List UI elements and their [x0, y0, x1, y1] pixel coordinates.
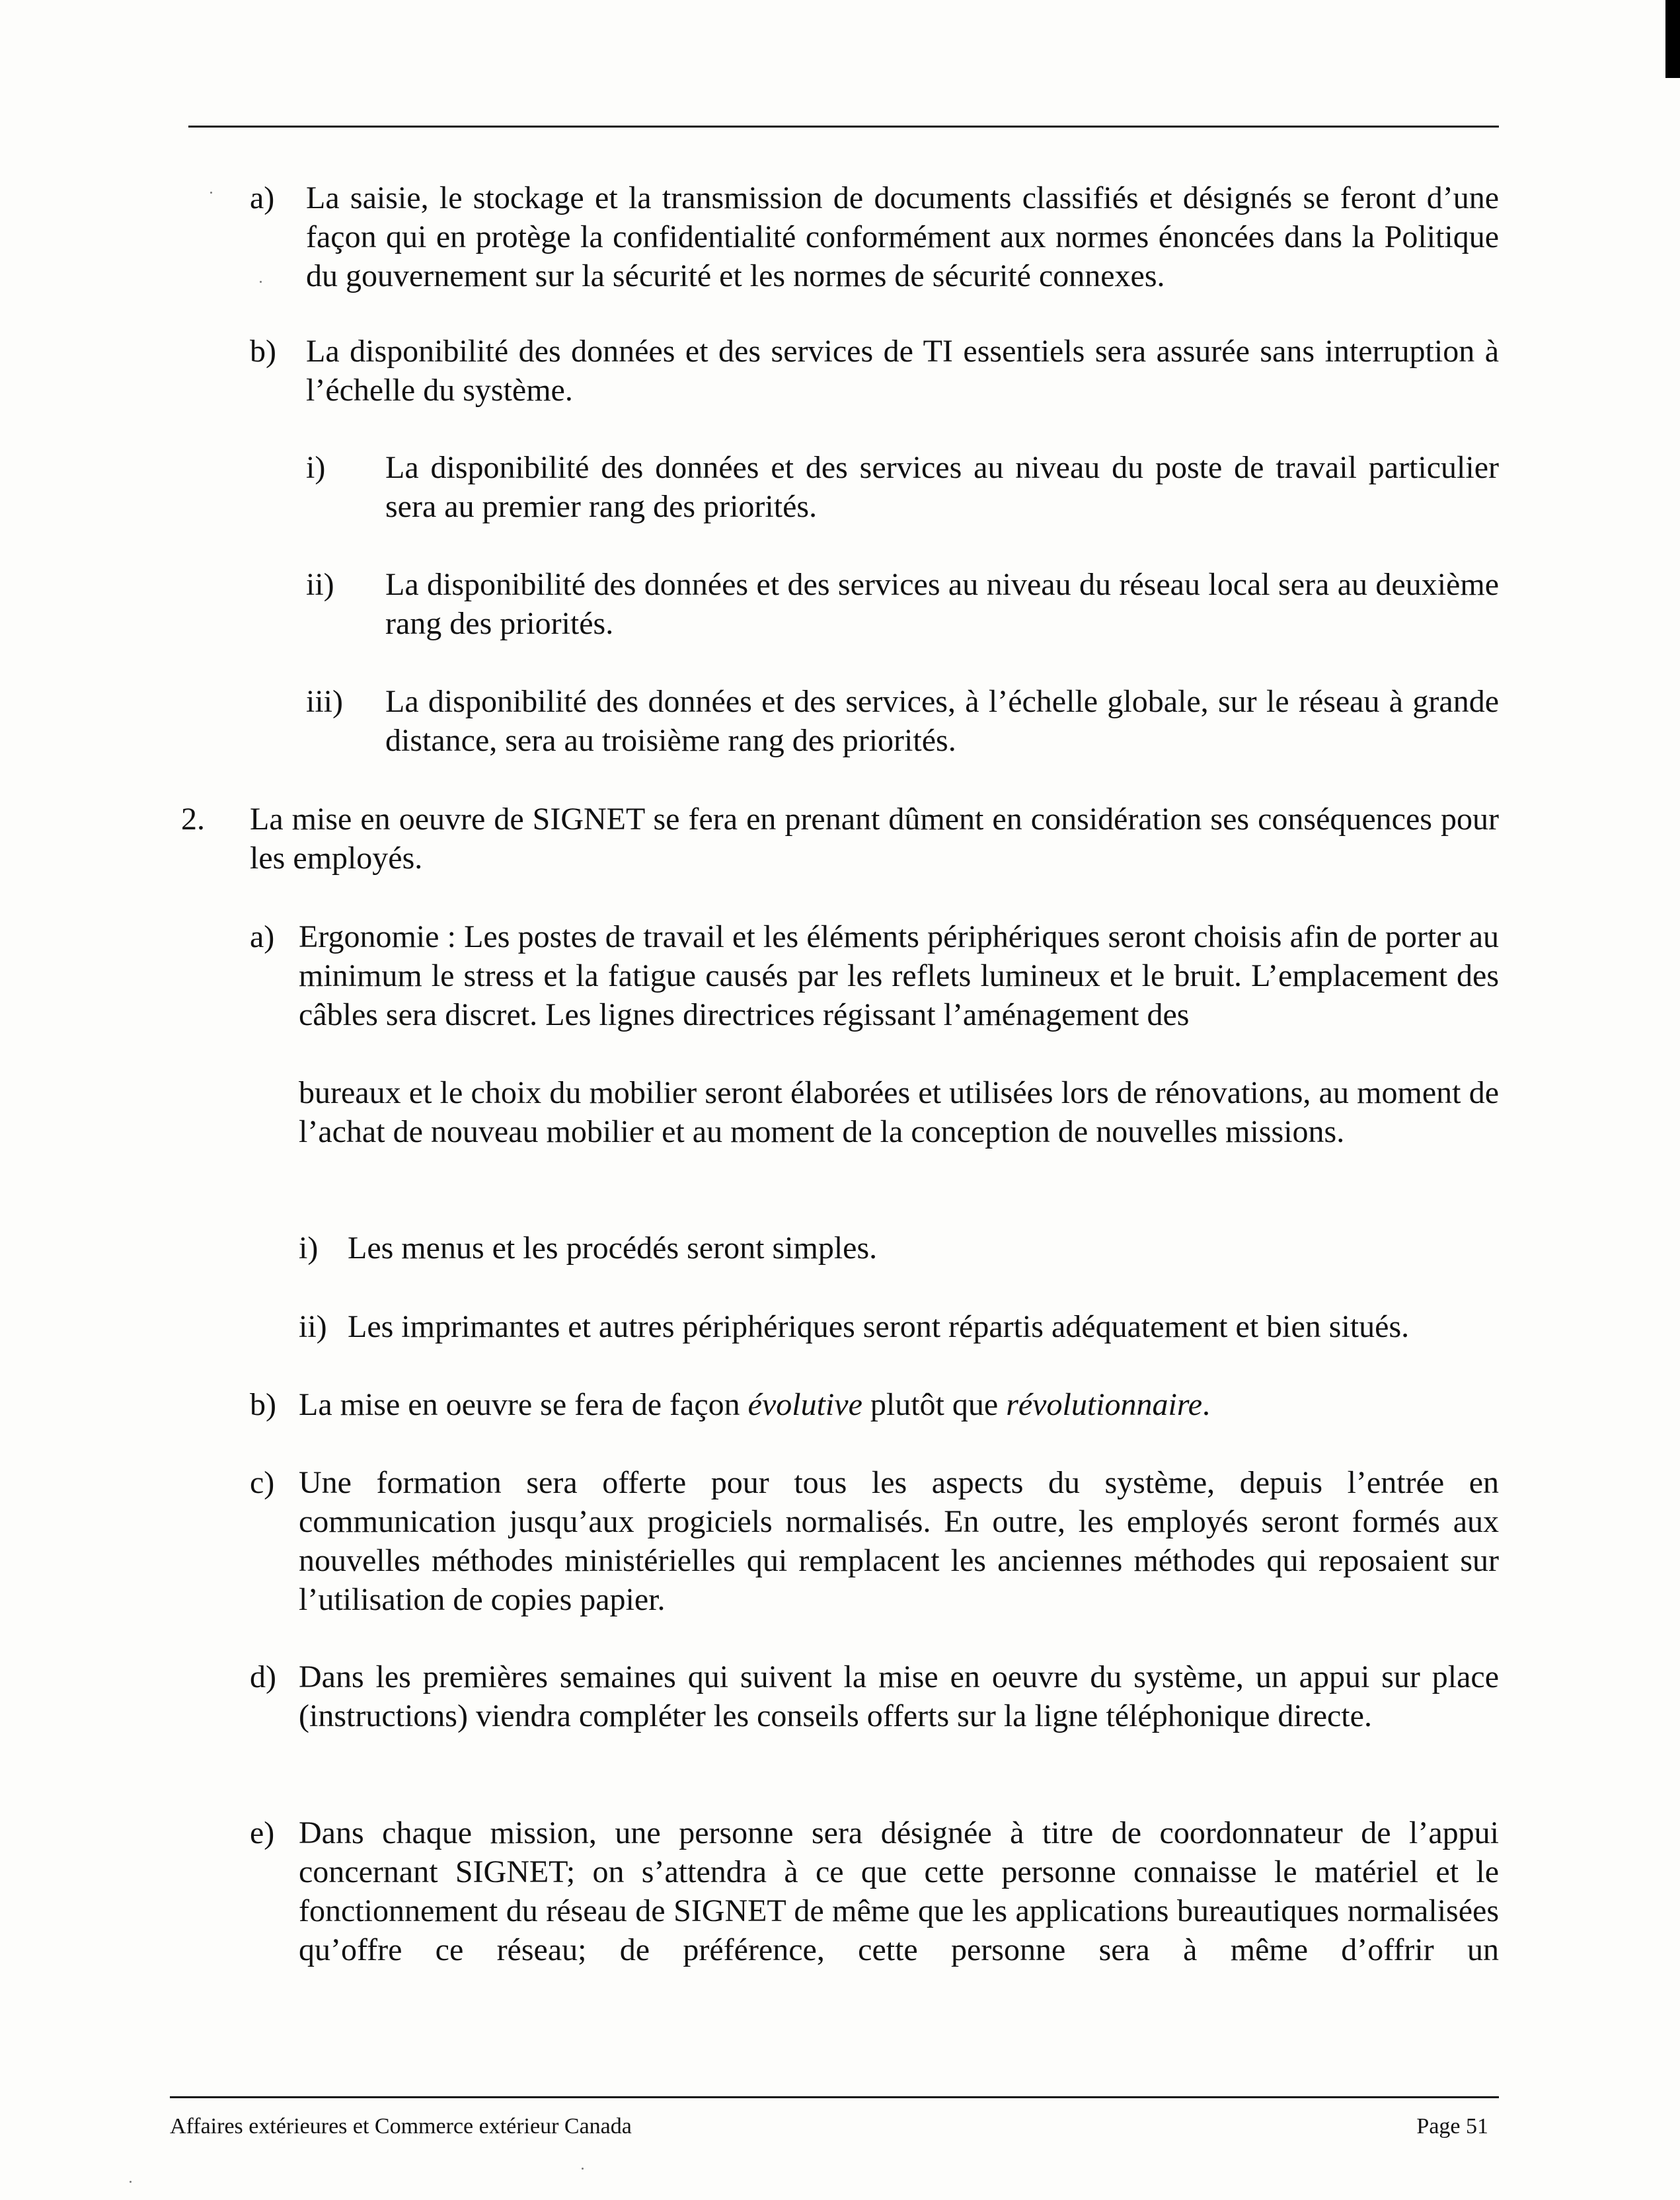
item-label: d) [250, 1659, 276, 1694]
item-label: c) [250, 1465, 275, 1500]
item-text-continued: bureaux et le choix du mobilier seront élaborées et utilisées lors de rénovations, au moment de l’achat de nouveau mobilier et au moment de la conception de nouvelles missions. [299, 1075, 1499, 1149]
item-label: b) [250, 1387, 276, 1422]
item-text: Les imprimantes et autres périphériques seront répartis adéquatement et bien situés. [348, 1309, 1410, 1344]
emphasis-revolutionnaire: révolutionnaire [1006, 1387, 1203, 1422]
item-label: 2. [181, 802, 205, 837]
emphasis-evolutive: évolutive [747, 1387, 862, 1422]
item-label: iii) [306, 684, 343, 719]
item-label: ii) [306, 567, 334, 602]
item-text: La disponibilité des données et des services au niveau du réseau local sera au deuxième rang des priorités. [385, 567, 1499, 641]
item-text: La mise en oeuvre de SIGNET se fera en prenant dûment en considération ses conséquences pour les employés. [250, 802, 1499, 876]
header-rule [188, 126, 1499, 128]
item-label: i) [299, 1231, 319, 1266]
item-text: Dans les premières semaines qui suivent la mise en oeuvre du système, un appui sur place (instructions) viendra compléter les conseils offerts sur la ligne téléphonique directe. [299, 1659, 1499, 1733]
item-text: Ergonomie : Les postes de travail et les éléments périphériques seront choisis afin de porter au minimum le stress et la fatigue causés par les reflets lumineux et le bruit. L’emplacement des câbles sera discret. Les lignes directrices régissant l’aménagement des [299, 919, 1499, 1032]
scan-speck [582, 2168, 584, 2170]
scan-speck [210, 192, 212, 194]
item-text: La disponibilité des données et des services de TI essentiels sera assurée sans interruption à l’échelle du système. [306, 334, 1499, 408]
item-label: ii) [299, 1309, 327, 1344]
item-text: La disponibilité des données et des services, à l’échelle globale, sur le réseau à grande distance, sera au troisième rang des priorités. [385, 684, 1499, 758]
item-text: Dans chaque mission, une personne sera désignée à titre de coordonnateur de l’appui concernant SIGNET; on s’attendra à ce que cette personne connaisse le matériel et le fonctionnement du réseau de SIGNET de même que les applications bureautiques normalisées qu’offre ce réseau; de préférence, cette personne sera à même d’offrir un [299, 1815, 1499, 1967]
item-text: La saisie, le stockage et la transmission de documents classifiés et désignés se feront d’une façon qui en protège la confidentialité conformément aux normes énoncées dans la Politique du gouvernement sur la sécurité et les normes de sécurité connexes. [306, 180, 1499, 293]
item-label: a) [250, 180, 275, 215]
item-text: Les menus et les procédés seront simples. [348, 1231, 878, 1266]
scan-speck [130, 2181, 132, 2183]
footer-page-number: Page 51 [1416, 2114, 1488, 2139]
item-text: Une formation sera offerte pour tous les aspects du système, depuis l’entrée en communication jusqu’aux progiciels normalisés. En outre, les employés seront formés aux nouvelles méthodes ministérielles qui remplacent les anciennes méthodes qui reposaient sur l’utilisation de copies papier. [299, 1465, 1499, 1617]
item-label: i) [306, 450, 326, 485]
item-label: a) [250, 919, 275, 954]
item-label: e) [250, 1815, 275, 1850]
scan-edge-mark [1665, 0, 1680, 78]
scan-speck [260, 281, 262, 283]
footer-organization: Affaires extérieures et Commerce extérieur Canada [170, 2114, 632, 2139]
text-segment: La mise en oeuvre se fera de façon [299, 1387, 748, 1422]
footer-rule [170, 2096, 1499, 2098]
item-text: La disponibilité des données et des services au niveau du poste de travail particulier sera au premier rang des priorités. [385, 450, 1499, 524]
item-label: b) [250, 334, 276, 369]
item-text [299, 1385, 1499, 1424]
text-segment: . [1202, 1387, 1211, 1422]
text-segment: plutôt que [862, 1387, 1007, 1422]
